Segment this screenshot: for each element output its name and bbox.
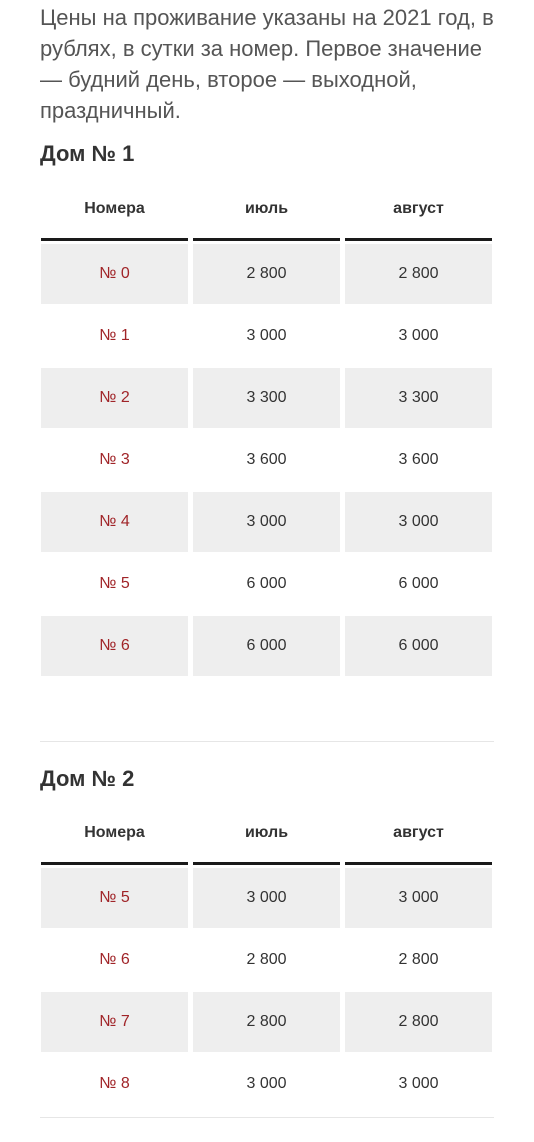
table-row	[41, 1054, 492, 1114]
header-rooms: Номера	[84, 824, 145, 841]
room-link[interactable]: № 3	[99, 451, 130, 468]
room-link[interactable]: № 4	[41, 492, 188, 552]
price-august: 3 000	[345, 492, 492, 552]
table-row	[41, 368, 492, 428]
price-july: 3 000	[246, 1075, 287, 1092]
table-row	[41, 244, 492, 304]
house-1-price-table	[41, 180, 492, 676]
price-july: 3 000	[246, 327, 287, 344]
table-row	[41, 992, 492, 1052]
room-link[interactable]: № 0	[41, 244, 188, 304]
table-row	[41, 554, 492, 614]
room-link[interactable]: № 6	[99, 951, 130, 968]
price-august: 3 300	[345, 368, 492, 428]
section-divider	[40, 741, 494, 742]
header-rooms: Номера	[84, 200, 145, 217]
price-july: 3 300	[193, 368, 340, 428]
table-row	[41, 306, 492, 366]
room-link[interactable]: № 7	[41, 992, 188, 1052]
table-header	[41, 180, 492, 238]
header-august: август	[393, 200, 444, 217]
header-august: август	[393, 824, 444, 841]
room-link[interactable]: № 5	[41, 868, 188, 928]
intro-text: Цены на проживание указаны на 2021 год, в рублях, в сутки за номер. Первое значение — будний день, второе — выходной, праздничный.	[40, 5, 494, 123]
price-july: 3 000	[193, 492, 340, 552]
table-row	[41, 868, 492, 928]
room-link[interactable]: № 5	[99, 575, 130, 592]
table-row	[41, 492, 492, 552]
price-august: 3 600	[398, 451, 439, 468]
header-rule	[41, 862, 492, 866]
table-row	[41, 430, 492, 490]
price-july: 6 000	[193, 616, 340, 676]
price-july: 6 000	[246, 575, 287, 592]
price-july: 2 800	[193, 992, 340, 1052]
price-august: 2 800	[345, 244, 492, 304]
table-header	[41, 804, 492, 862]
header-rule	[41, 238, 492, 242]
table-row	[41, 930, 492, 990]
house-1-title: Дом № 1	[40, 141, 135, 166]
room-link[interactable]: № 1	[99, 327, 130, 344]
room-link[interactable]: № 6	[41, 616, 188, 676]
section-divider	[40, 1117, 494, 1118]
header-july: июль	[244, 824, 289, 841]
price-august: 6 000	[398, 575, 439, 592]
price-july: 3 000	[193, 868, 340, 928]
house-2-title: Дом № 2	[40, 766, 135, 791]
header-july: июль	[244, 200, 289, 217]
price-august: 3 000	[345, 868, 492, 928]
price-july: 2 800	[193, 244, 340, 304]
price-august: 2 800	[345, 992, 492, 1052]
table-row	[41, 616, 492, 676]
price-august: 3 000	[398, 327, 439, 344]
house-2-price-table	[41, 804, 492, 1114]
price-august: 6 000	[345, 616, 492, 676]
room-link[interactable]: № 2	[41, 368, 188, 428]
price-july: 2 800	[246, 951, 287, 968]
price-august: 2 800	[398, 951, 439, 968]
price-august: 3 000	[398, 1075, 439, 1092]
room-link[interactable]: № 8	[99, 1075, 130, 1092]
price-july: 3 600	[246, 451, 287, 468]
